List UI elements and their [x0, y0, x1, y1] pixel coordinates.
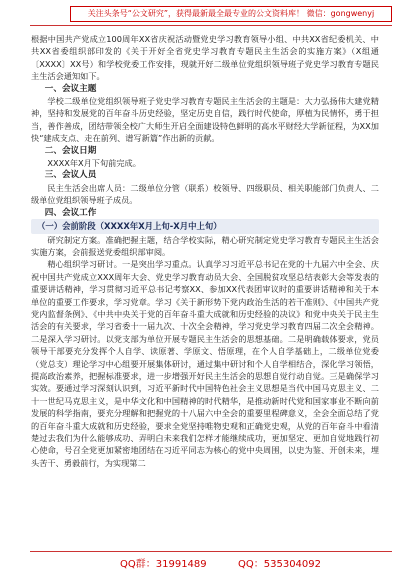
promo-banner: 关注头条号“公文研究”，获得最新最全最专业的公文资料库！ 微信：gongwenyj [70, 6, 392, 22]
footer-bar [0, 556, 408, 576]
study-paragraph: 精心组织学习研讨。一是突出学习重点。认真学习习近平总书记在党的十九届六中全会、庆祝中国共产党成立XXX周年大会、党史学习教育动员大会、全国脱贫攻坚总结表彰大会等发表的重要讲话精神，学习贯彻习近平总书记考察XX、参加XX代表团审议时的重要讲话精神和关于本单位的重要工作要求，学习党章。学习《关于新形势下党内政治生活的若干准则》、《中国共产党党内监督条例》、《中共中央关于党的百年奋斗重大成就和历史经验的决议》和党中央关于民主生活会的有关要求，学习省委十一届九次、十次全会精神，学习党史学习教育四届二次全会精神。二是深入学习研讨。以党支部为单位开展专题民主生活会的思想基础。二是明确载体要求，党员领导干部要充分发挥个人自学、读原著、学原文、悟原理，在个人自学基础上，二级单位党委（党总支）理论学习中心组要开展集体研讨，通过集中研讨和个人自学相结合，深化学习领悟，提高政治素养，把握标准要求，进一步增强开好民主生活会的思想自觉行动自觉。三是确保学习实效。要通过学习深刻认识到，习近平新时代中国特色社会主义思想是当代中国马克思主义、二十一世纪马克思主义，是中华文化和中国精神的时代精华，是推动新时代党和国家事业不断向前发展的科学指南，要充分理解和把握党的十八届六中全会的重要里程碑意义，全会全面总结了党的百年奋斗重大成就和历史经验，要求全党坚持唯物史观和正确党史观，从党的百年奋斗中看清楚过去我们为什么能够成功、弄明白未来我们怎样才能继续成功，更加坚定、更加自觉地践行初心使命，号召全党更加紧密地团结在习近平同志为核心的党中央周围，以史为鉴、开创未来，埋头苦干、勇毅前行，为实现第二 [31, 259, 379, 468]
section-heading-date: 二、会议日期 [44, 145, 97, 156]
header-bar [0, 0, 408, 26]
footer-divider [30, 551, 392, 552]
qq-group-text: QQ群：31991489 [120, 559, 207, 570]
subsection-heading-pre-meeting: （一）会前阶段（XXXX年X月上旬-X月中上旬） [31, 219, 379, 233]
date-paragraph: XXXX年X月下旬前完成。 [47, 158, 141, 169]
qq-contact-text: QQ：535304092 [238, 559, 322, 570]
section-heading-theme: 一、会议主题 [44, 83, 97, 94]
plan-paragraph: 研究制定方案。准确把握主题，结合学校实际，精心研究制定党史学习教育专题民主生活会实施方案，会前报送党委组织部审阅。 [31, 234, 379, 257]
document-body [31, 33, 379, 548]
intro-paragraph: 根据中国共产党成立100周年XX省庆祝活动暨党史学习教育领导小组、中共XX省纪委机关、中共XX省委组织部印发的《关于开好全省党史学习教育专题民主生活会的实施方案》（X组通〔XXXX〕XX号）和学校党委工作安排，现就开好二级单位党组织领导班子党史学习教育专题民主生活会通知如下。 [31, 34, 379, 82]
theme-paragraph: 学校二级单位党组织领导班子党史学习教育专题民主生活会的主题是：大力弘扬伟大建党精神，坚持和发展党的百年奋斗历史经验，坚定历史自信，践行时代使命，厚植为民情怀，勇于担当，善作善成，团结带领全校广大师生开启全面建设特色鲜明的高水平财经大学新征程，为XX加快“建成支点、走在前列、谱写新篇”作出新的贡献。 [31, 96, 379, 144]
header-divider [30, 25, 392, 26]
attendees-paragraph: 民主生活会出席人员：二级单位分管（联系）校领导、四级职员、相关职能部门负责人、二级单位党组织领导班子成员。 [31, 182, 379, 206]
section-heading-work: 四、会议工作 [44, 207, 97, 218]
section-heading-attendees: 三、会议人员 [44, 170, 97, 181]
